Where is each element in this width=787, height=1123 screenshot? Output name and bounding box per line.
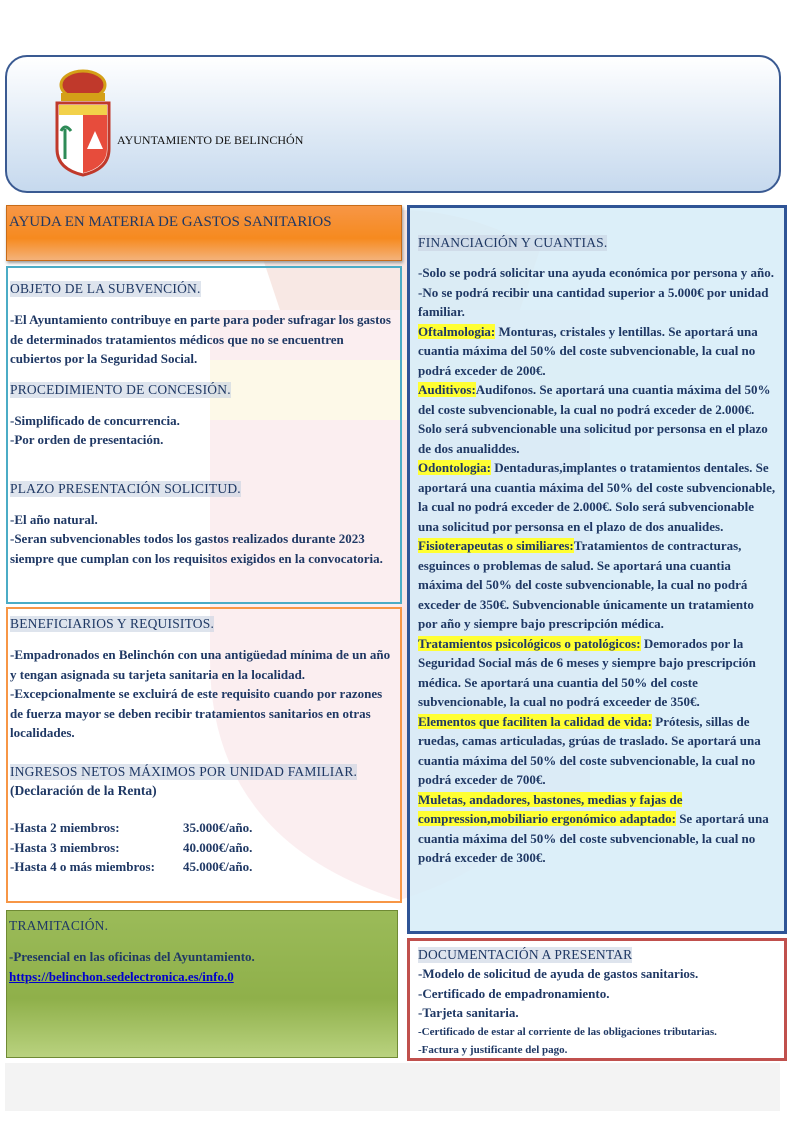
objeto-heading: OBJETO DE LA SUBVENCIÓN. bbox=[10, 281, 201, 296]
item-text: Monturas, cristales y lentillas. Se aportará una cuantia máxima del 50% del coste subvencionable, la cual no podrá exceder de 200€. bbox=[418, 323, 758, 378]
plazo-heading: PLAZO PRESENTACIÓN SOLICITUD. bbox=[10, 480, 241, 496]
financiacion-item bbox=[418, 458, 776, 536]
item-text: Audifonos. Se aportará una cuantia máxima del 50% del coste subvencionable, la cual no podrá exceder de 2.000€. Solo será subvencionable una solicitud por personsa en el plazo de dos anualiddes. bbox=[418, 382, 771, 456]
financiacion-heading: FINANCIACIÓN Y CUANTIAS. bbox=[418, 235, 608, 250]
item-label: Oftalmologia: bbox=[418, 323, 496, 339]
financiacion-line: -Solo se podrá solicitar una ayuda económica por persona y año. bbox=[418, 265, 774, 280]
item-label: Odontologia: bbox=[418, 460, 491, 475]
documentacion-section bbox=[407, 938, 787, 1061]
financiacion-item bbox=[418, 790, 776, 868]
tramitacion-text: -Presencial en las oficinas del Ayuntamiento. bbox=[9, 949, 255, 964]
documentacion-line: -Tarjeta sanitaria. bbox=[418, 1005, 519, 1020]
procedimiento-line: -Simplificado de concurrencia. bbox=[10, 412, 180, 428]
sede-electronica-link[interactable]: https://belinchon.sedelectronica.es/info.0 bbox=[9, 968, 234, 984]
row-value: 45.000€/año. bbox=[183, 859, 253, 874]
beneficiarios-line: -Excepcionalmente se excluirá de este requisito cuando por razones de fuerza mayor se deben recibir tratamientos sanitarios en otras localidades. bbox=[10, 686, 383, 740]
objeto-text: -El Ayuntamiento contribuye en parte para poder sufragar los gastos de determinados tratamientos médicos que no se encuentren cubiertos por la Seguridad Social. bbox=[10, 312, 391, 366]
documentacion-line: -Factura y justificante del pago. bbox=[418, 1043, 568, 1056]
plazo-line: -El año natural. bbox=[10, 511, 98, 527]
tramitacion-section bbox=[6, 910, 398, 1058]
ingresos-row bbox=[10, 838, 398, 858]
financiacion-line: -No se podrá recibir una cantidad superior a 5.000€ por unidad familiar. bbox=[418, 284, 769, 319]
documentacion-line: -Certificado de empadronamiento. bbox=[418, 985, 610, 1001]
row-label: -Hasta 4 o más miembros: bbox=[10, 859, 155, 874]
item-label: Elementos que faciliten la calidad de vida: bbox=[418, 713, 652, 729]
documentacion-line: -Certificado de estar al corriente de las obligaciones tributarias. bbox=[418, 1025, 717, 1038]
procedimiento-line: -Por orden de presentación. bbox=[10, 432, 164, 447]
item-text: Se aportará una cuantia máxima del 50% del coste subvencionable, la cual no podrá exceder de 300€. bbox=[418, 811, 769, 865]
row-value: 35.000€/año. bbox=[183, 820, 253, 835]
financiacion-item bbox=[418, 322, 776, 381]
item-text: Prótesis, sillas de ruedas, camas articuladas, grúas de traslado. Se aportará una cuantia máxima del 50% del coste subvencionable, la cual no podrá exceder de 700€. bbox=[418, 713, 761, 787]
item-label: Tratamientos psicológicos o patológicos: bbox=[418, 635, 641, 651]
tramitacion-heading: TRAMITACIÓN. bbox=[9, 918, 109, 933]
beneficiarios-line: -Empadronados en Belinchón con una antigüedad mínima de un año y tengan asignada su tarjeta sanitaria en la localidad. bbox=[10, 647, 391, 682]
financiacion-item bbox=[418, 712, 776, 790]
procedimiento-heading: PROCEDIMIENTO DE CONCESIÓN. bbox=[10, 381, 231, 397]
beneficiarios-heading: BENEFICIARIOS Y REQUISITOS. bbox=[10, 616, 215, 631]
row-value: 40.000€/año. bbox=[183, 839, 253, 855]
objeto-section bbox=[6, 266, 402, 604]
financiacion-item bbox=[418, 536, 776, 634]
ingresos-row bbox=[10, 857, 398, 877]
item-text: Tratamientos de contracturas, esguinces o problemas de salud. Se aportará una cuantia máxima del 50% del coste subvencionable, la cual no podrá exceder de 350€. Subvencionable únicamente un tratamiento por año y siempre bajo prescripción médica. bbox=[418, 538, 754, 631]
ingresos-row bbox=[10, 818, 398, 838]
item-label: Fisioterapeutas o similiares: bbox=[418, 538, 574, 553]
documentacion-line: -Modelo de solicitud de ayuda de gastos sanitarios. bbox=[418, 966, 699, 981]
financiacion-item bbox=[418, 380, 776, 458]
row-label: -Hasta 2 miembros: bbox=[10, 820, 120, 835]
item-text: Demorados por la Seguridad Social más de 6 meses y siempre bajo prescripción médica. Se aportará una cuantia del 50% del coste subvencionable, la cual no podrá exceeder de 350€. bbox=[418, 635, 756, 709]
financiacion-item bbox=[418, 634, 776, 712]
row-label: -Hasta 3 miembros: bbox=[10, 839, 120, 855]
header-banner bbox=[5, 55, 781, 193]
documentacion-heading: DOCUMENTACIÓN A PRESENTAR bbox=[418, 947, 633, 962]
item-label: Muletas, andadores, bastones, medias y fajas de compression,mobiliario ergonómico adaptado: bbox=[418, 791, 683, 826]
item-text: Dentaduras,implantes o tratamientos dentales. Se aportará una cuantia máxima del 50% del coste subvencionable, la cual no podrá exceder de 2.000€. Solo será subvencionable una solicitud por personsa en el plazo de dos anualides. bbox=[418, 460, 776, 534]
town-crest-logo bbox=[53, 69, 113, 177]
financiacion-section bbox=[407, 205, 787, 934]
item-label: Auditivos: bbox=[418, 382, 476, 397]
ingresos-subheading: (Declaración de la Renta) bbox=[10, 782, 157, 798]
plazo-line: -Seran subvencionables todos los gastos realizados durante 2023 siempre que cumplan con los requisitos exigidos en la convocatoria. bbox=[10, 531, 383, 566]
ingresos-heading: INGRESOS NETOS MÁXIMOS POR UNIDAD FAMILIAR. bbox=[10, 763, 358, 779]
beneficiarios-section bbox=[6, 607, 402, 903]
financiacion-items bbox=[418, 322, 776, 868]
town-name: AYUNTAMIENTO DE BELINCHÓN bbox=[117, 133, 304, 147]
main-title: AYUDA EN MATERIA DE GASTOS SANITARIOS bbox=[6, 205, 402, 261]
footer-band bbox=[5, 1063, 780, 1111]
